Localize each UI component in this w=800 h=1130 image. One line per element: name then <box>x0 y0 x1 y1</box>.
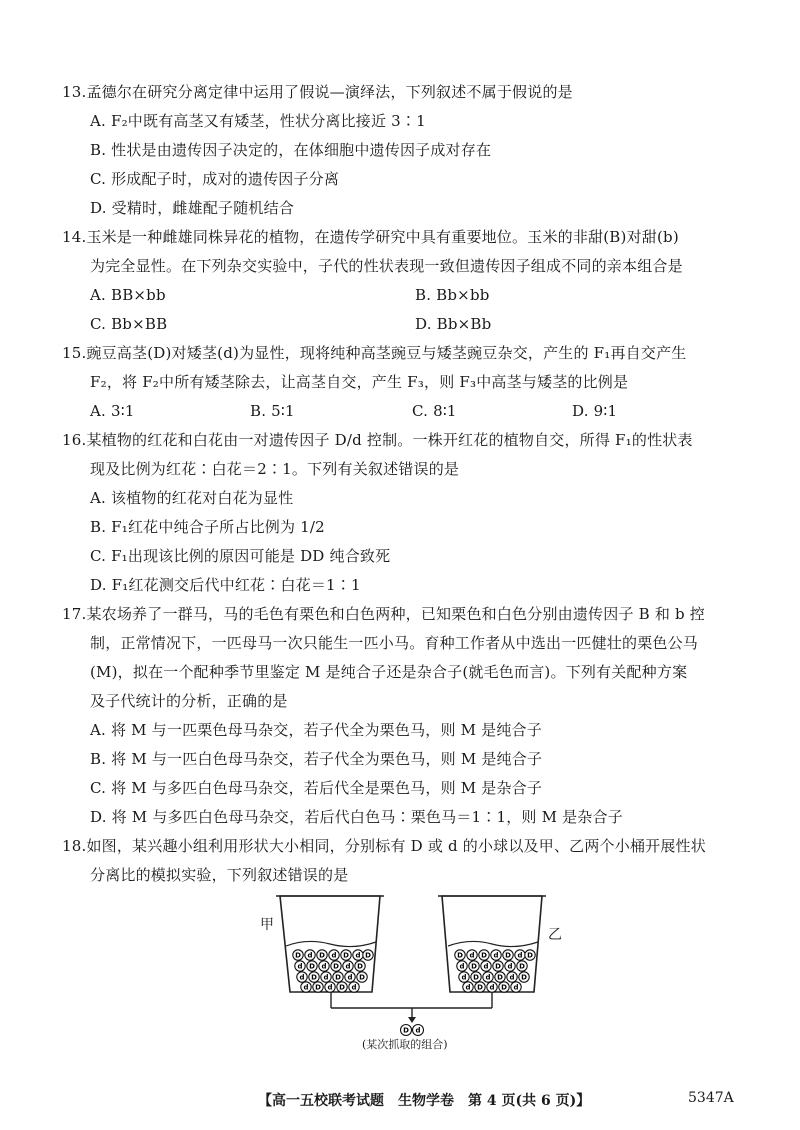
ball-label: d <box>355 951 361 960</box>
ball-label: d <box>299 973 305 982</box>
ball-label: D <box>357 962 363 971</box>
ball-label: D <box>365 951 371 960</box>
q15-option-d: D. 9∶1 <box>572 402 618 420</box>
q16-option-c: C. F₁出现该比例的原因可能是 DD 纯合致死 <box>90 547 391 565</box>
q16-option-a: A. 该植物的红花对白花为显性 <box>90 489 294 507</box>
q16-stem-line1: 16.某植物的红花和白花由一对遗传因子 D/d 控制。一株开红花的植物自交，所得 F₁的性状表 <box>62 431 693 449</box>
q15-option-b: B. 5∶1 <box>250 402 295 420</box>
ball-label: D <box>521 973 527 982</box>
ball-label: d <box>489 983 495 992</box>
ball-label: d <box>459 962 465 971</box>
result-ball-pair <box>401 1025 424 1036</box>
q17-option-d: D. 将 M 与多匹白色母马杂交，若后代白色马∶栗色马＝1∶1，则 M 是杂合子 <box>90 808 623 826</box>
q13-stem: 13.孟德尔在研究分离定律中运用了假说—演绎法，下列叙述不属于假说的是 <box>62 83 573 101</box>
q17-stem-line4: 及子代统计的分析，正确的是 <box>90 692 288 710</box>
ball-label: D <box>359 973 365 982</box>
ball-label: D <box>527 951 533 960</box>
ball-label: D <box>315 983 321 992</box>
ball-label: d <box>415 1026 421 1035</box>
q15-stem-line2: F₂，将 F₂中所有矮茎除去，让高茎自交，产生 F₃，则 F₃中高茎与矮茎的比例是 <box>90 373 629 391</box>
bucket-figure <box>262 884 562 1054</box>
ball-label: d <box>483 962 489 971</box>
ball-label: D <box>505 951 511 960</box>
q15-stem-line1: 15.豌豆高茎(D)对矮茎(d)为显性，现将纯种高茎豌豆与矮茎豌豆杂交，产生的 F₁再自交产生 <box>62 344 687 362</box>
ball-label: d <box>351 983 357 992</box>
balls-left <box>293 950 373 992</box>
q17-stem-line3: (M)，拟在一个配种季节里鉴定 M 是纯合子还是杂合子(就毛色而言)。下列有关配种方案 <box>90 663 688 681</box>
bucket-label-yi: 乙 <box>548 927 562 943</box>
ball-label: D <box>519 962 525 971</box>
q14-option-d: D. Bb×Bb <box>415 315 492 333</box>
q17-option-b: B. 将 M 与一匹白色母马杂交，若子代全为栗色马，则 M 是纯合子 <box>90 750 543 768</box>
ball-label: D <box>335 973 341 982</box>
ball-label: d <box>465 983 471 992</box>
ball-label: D <box>495 962 501 971</box>
ball-label: d <box>307 951 313 960</box>
ball-label: d <box>517 951 523 960</box>
q18-stem-line1: 18.如图，某兴趣小组利用形状大小相同，分别标有 D 或 d 的小球以及甲、乙两个小桶开展性状 <box>62 837 706 855</box>
bucket-label-jia: 甲 <box>260 917 274 933</box>
ball-label: D <box>339 983 345 992</box>
balls-right <box>455 950 535 992</box>
q16-option-d: D. F₁红花测交后代中红花∶白花＝1∶1 <box>90 576 361 594</box>
ball-label: D <box>501 983 507 992</box>
footer-title: 【高一五校联考试题 生物学卷 第 4 页(共 6 页)】 <box>258 1093 591 1109</box>
q16-stem-line2: 现及比例为红花∶白花＝2∶1。下列有关叙述错误的是 <box>90 460 460 478</box>
ball-label: D <box>473 973 479 982</box>
figure-caption: (某次抓取的组合) <box>362 1038 448 1051</box>
q14-stem-line2: 为完全显性。在下列杂交实验中，子代的性状表现一致但遗传因子组成不同的亲本组合是 <box>90 257 683 275</box>
q14-stem-line1: 14.玉米是一种雌雄同株异花的植物，在遗传学研究中具有重要地位。玉米的非甜(B)对甜(b) <box>62 228 679 246</box>
q14-option-b: B. Bb×bb <box>415 286 490 304</box>
ball-label: D <box>477 983 483 992</box>
footer-code: 5347A <box>688 1090 734 1106</box>
ball-label: D <box>481 951 487 960</box>
ball-label: d <box>509 973 515 982</box>
draw-connector <box>331 992 492 1023</box>
ball-label: D <box>311 973 317 982</box>
ball-label: D <box>319 951 325 960</box>
q14-option-a: A. BB×bb <box>90 286 166 304</box>
q17-stem-line1: 17.某农场养了一群马，马的毛色有栗色和白色两种，已知栗色和白色分别由遗传因子 B 和 b 控 <box>62 605 705 623</box>
bucket-diagram <box>262 884 562 1054</box>
q15-option-a: A. 3∶1 <box>90 402 135 420</box>
q13-option-a: A. F₂中既有高茎又有矮茎，性状分离比接近 3∶1 <box>90 112 426 130</box>
q14-option-c: C. Bb×BB <box>90 315 168 333</box>
ball-label: d <box>297 962 303 971</box>
ball-label: D <box>295 951 301 960</box>
q15-option-c: C. 8∶1 <box>412 402 457 420</box>
ball-label: d <box>493 951 499 960</box>
q13-option-b: B. 性状是由遗传因子决定的，在体细胞中遗传因子成对存在 <box>90 141 492 159</box>
ball-label: d <box>303 983 309 992</box>
q13-option-d: D. 受精时，雌雄配子随机结合 <box>90 199 295 217</box>
q18-stem-line2: 分离比的模拟实验，下列叙述错误的是 <box>90 866 349 884</box>
ball-label: d <box>485 973 491 982</box>
ball-label: d <box>331 951 337 960</box>
ball-label: D <box>333 962 339 971</box>
q17-option-c: C. 将 M 与多匹白色母马杂交，若后代全是栗色马，则 M 是杂合子 <box>90 779 543 797</box>
q13-option-c: C. 形成配子时，成对的遗传因子分离 <box>90 170 340 188</box>
q17-stem-line2: 制，正常情况下，一匹母马一次只能生一匹小马。育种工作者从中选出一匹健壮的栗色公马 <box>90 634 699 652</box>
ball-label: d <box>347 973 353 982</box>
ball-label: d <box>345 962 351 971</box>
q17-option-a: A. 将 M 与一匹栗色母马杂交，若子代全为栗色马，则 M 是纯合子 <box>90 721 542 739</box>
ball-label: d <box>507 962 513 971</box>
ball-label: d <box>323 973 329 982</box>
ball-label: d <box>513 983 519 992</box>
ball-label: D <box>457 951 463 960</box>
ball-label: D <box>309 962 315 971</box>
ball-label: D <box>497 973 503 982</box>
ball-label: D <box>343 951 349 960</box>
ball-label: d <box>327 983 333 992</box>
q16-option-b: B. F₁红花中纯合子所占比例为 1/2 <box>90 518 325 536</box>
ball-label: D <box>403 1026 409 1035</box>
ball-label: D <box>471 962 477 971</box>
ball-label: d <box>321 962 327 971</box>
ball-label: d <box>469 951 475 960</box>
ball-label: d <box>461 973 467 982</box>
